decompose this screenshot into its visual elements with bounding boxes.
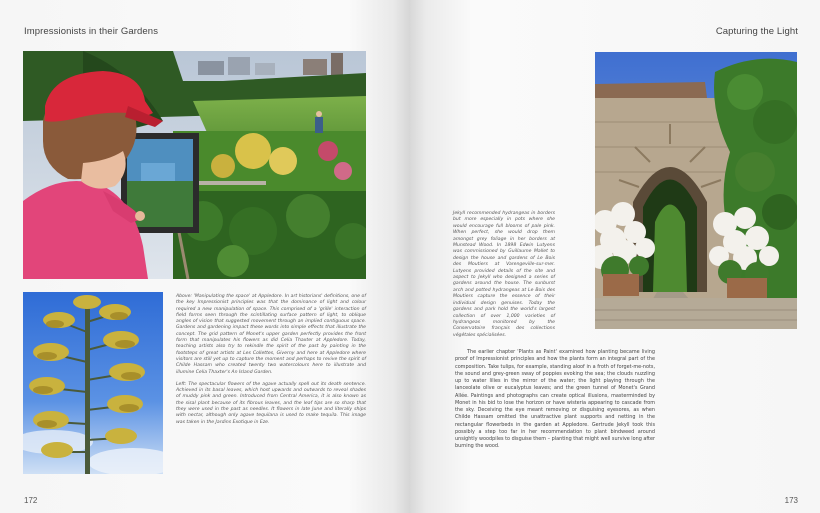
caption-left: Left: The spectacular flowers of the agave actually spell out its death sentence. Achieved in its basal leaves, which host upwards and outwards to reveal shades of muddy pink and green. Introduced from Central America, it is also known as the sisal plant because of its fibrous leaves, and the leaf tips are so sharp that they were used in the past as needles. It flowers in late June and literally ships with nectar, although only agave tequilana is used to make tequila. This image was taken in the Jardins Exotique in Eze.: [176, 381, 366, 425]
sunburst-arch-hydrangeas-photo: [595, 52, 797, 329]
body-text: [455, 349, 655, 451]
body-paragraph: The earlier chapter 'Plants as Paint' examined how planting became living proof of Impressionist principles and how the plants form an integral part of the composition. Take tulips, for example, standing aloof in a froth of forget-me-nots, the sound and grey-green sway of poppies evoking the sea; the clouds nuzzling up to water lilies in the mirror of the water; the light playing through the lanceolate olive or eucalyptus leaves; and the green tunnel of Monet's Grand Allée. Paintings and photographs can create optical illusions, masterminded by Monet in his bid to lose the horizon or have wisteria appearing to cascade from the sky. Deceiving the eye meant removing or disguising eyesores, as when Childe Hassam omitted the unattractive plant supports and netting in the rectangular flowerbeds in the garden at Appledore. Gertrude Jekyll took this possibly a step too far in her recommendation to plant bindweed around unsightly woodpiles to disguise them – planting that might well survive long after burning the wood.: [455, 349, 655, 450]
hydrangea-caption: Jekyll recommended hydrangeas in borders but more especially in pots where she would encourage full blooms of pale pink. When perfect, she would drop them amongst grey foliage in her borders at Munstead Wood. In 1898 Edwin Lutyens was commissioned by Guillaume Mallet to design the house and gardens of Le Bois des Moutiers at Varengeville-sur-mer. Lutyens provided details of the site and aspect to Jekyll who designed a series of gardens around the house. The sunburst arch and potted hydrangeas at Le Bois des Moutiers capture the essence of their individual design genuises. Today the gardens and park hold the world's largest collection of over 1,000 varieties of hydrangeas monitored by the Conservatoire français des collections végétales spécialisées.: [453, 211, 555, 338]
right-running-head: Capturing the Light: [715, 26, 798, 37]
right-page-number: 173: [784, 496, 798, 505]
painter-at-easel-photo: [23, 51, 366, 279]
caption-above: Above: 'Manipulating the space' at Appledore. In art historians' definitions, one of the key Impressionist principles was that the dominance of light and colour required a new manipulation of space. This comprised of a 'grille' interaction of field forms seen through the scintillating surface pattern of light, to oblique angles of vision that suggested movement through an implied contiguous space. Gardens and gardening impact these words into simple effects that illustrate the concept. The grid pattern of Monet's upper garden perfectly provides the front form that manipulates his flowers as did Celia Thaxter at Appledore. Today, teaching artists also try to rekindle the spirit of the past by painting in the footsteps of great artists at Les Collettes, Giverny and here at Appledore where visitors are still yet up to capture the moment and perhaps to revive the spirit of Childe Hassam who created twenty two watercolours here to illustrate and illumine Celia Thaxter's An Island Garden.: [176, 294, 366, 375]
left-page-captions: [176, 294, 366, 426]
agave-flower-photo: [23, 292, 163, 474]
left-page-number: 172: [24, 496, 38, 505]
right-page: [410, 0, 820, 513]
left-running-head: Impressionists in their Gardens: [24, 26, 159, 37]
